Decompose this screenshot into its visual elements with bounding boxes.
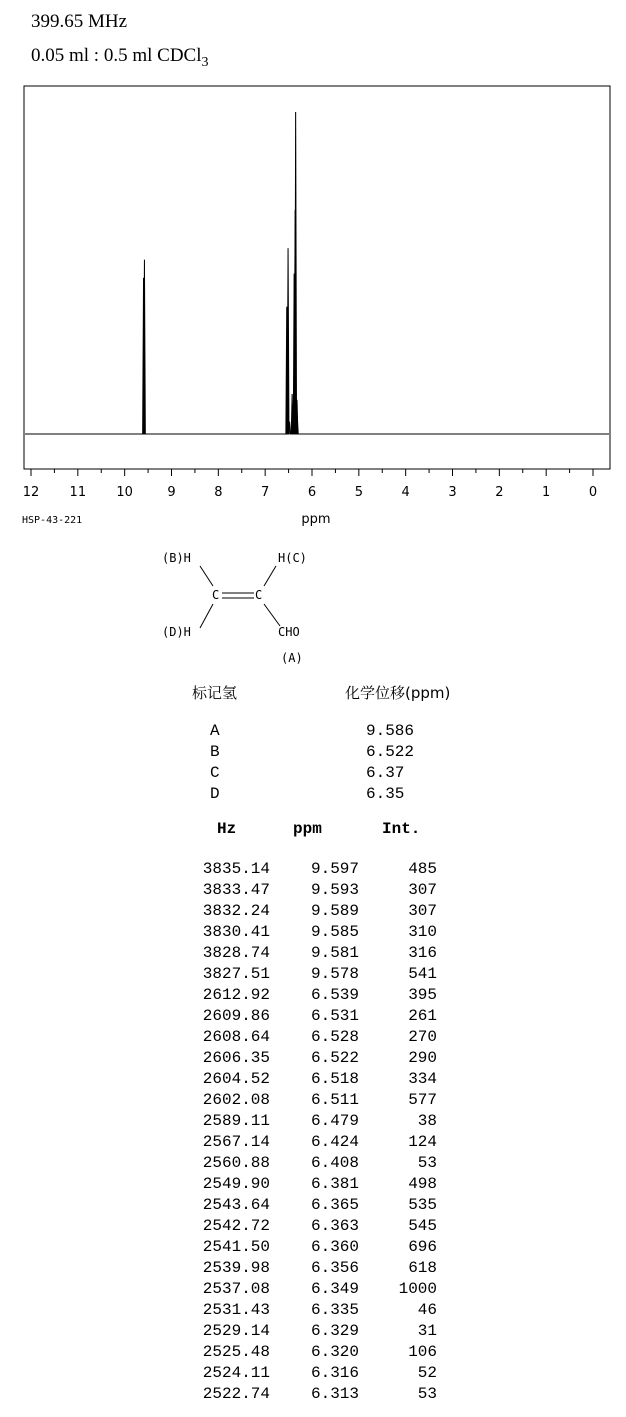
- spectrum-trace: [25, 112, 609, 434]
- peak-ppm: 9.589: [310, 902, 359, 920]
- peak-ppm: 6.313: [310, 1385, 359, 1403]
- peak-int: 307: [408, 902, 437, 920]
- struct-label-d: (D)H: [162, 625, 191, 639]
- x-tick-label: 3: [448, 485, 457, 500]
- peak-ppm: 9.585: [310, 923, 359, 941]
- peak-int: 310: [408, 923, 437, 941]
- sample-prefix: 0.05 ml : 0.5 ml CDCl: [31, 45, 202, 66]
- x-axis-tick-labels: [23, 485, 597, 500]
- peak-int: 545: [408, 1217, 437, 1235]
- peak-ppm: 6.316: [310, 1364, 359, 1382]
- peak-ppm: 6.335: [310, 1301, 359, 1319]
- peak-ppm: 6.522: [310, 1049, 359, 1067]
- peak-ppm: 6.531: [310, 1007, 359, 1025]
- assignment-shift: 6.37: [366, 764, 405, 782]
- peak-row: [0, 1301, 626, 1322]
- peak-row: [0, 1259, 626, 1280]
- peak-hz: 2525.48: [202, 1343, 270, 1361]
- peak-row: [0, 1133, 626, 1154]
- peak-header-int: Int.: [382, 820, 421, 838]
- peak-ppm: 6.528: [310, 1028, 359, 1046]
- x-tick-label: 7: [261, 485, 270, 500]
- assignment-label: D: [210, 785, 220, 803]
- peak-row: [0, 1154, 626, 1175]
- peak-int: 535: [408, 1196, 437, 1214]
- x-tick-label: 8: [214, 485, 223, 500]
- peak-hz: 2542.72: [202, 1217, 270, 1235]
- peak-int: 696: [408, 1238, 437, 1256]
- peak-hz: 3830.41: [202, 923, 270, 941]
- peak-row: [0, 923, 626, 944]
- x-tick-label: 0: [588, 485, 598, 500]
- peak-row: [0, 1343, 626, 1364]
- peak-row: [0, 1028, 626, 1049]
- struct-atom-c2: C: [255, 588, 263, 602]
- peak-row: [0, 902, 626, 923]
- peak-int: 106: [408, 1343, 437, 1361]
- peak-ppm: 6.539: [310, 986, 359, 1004]
- x-tick-label: 2: [495, 485, 504, 500]
- peak-ppm: 6.518: [310, 1070, 359, 1088]
- peak-ppm: 9.581: [310, 944, 359, 962]
- peak-hz: 2549.90: [202, 1175, 270, 1193]
- peak-hz: 2612.92: [202, 986, 270, 1004]
- peak-ppm: 6.349: [310, 1280, 359, 1298]
- peak-ppm: 6.408: [310, 1154, 359, 1172]
- peak-int: 334: [408, 1070, 437, 1088]
- peak-row: [0, 1280, 626, 1301]
- spectrometer-frequency: 399.65 MHz: [31, 11, 128, 32]
- peak-ppm: 6.329: [310, 1322, 359, 1340]
- assignment-shift: 6.522: [366, 743, 415, 761]
- assignment-label: C: [210, 764, 220, 782]
- x-tick-label: 12: [22, 485, 40, 500]
- peak-hz: 2567.14: [202, 1133, 270, 1151]
- x-tick-label: 6: [307, 485, 317, 500]
- peak-row: [0, 1175, 626, 1196]
- x-tick-label: 5: [354, 485, 363, 500]
- x-axis-ticks: [31, 469, 593, 476]
- peak-ppm: 6.365: [310, 1196, 359, 1214]
- acrolein-structure: [0, 548, 626, 668]
- peak-ppm: 9.578: [310, 965, 359, 983]
- peak-row: [0, 1364, 626, 1385]
- x-tick-label: 4: [401, 485, 410, 500]
- peak-ppm: 6.363: [310, 1217, 359, 1235]
- assignment-shift: 6.35: [366, 785, 405, 803]
- peak-row: [0, 1196, 626, 1217]
- peak-int: 485: [408, 860, 437, 878]
- peak-int: 1000: [398, 1280, 437, 1298]
- peak-int: 498: [408, 1175, 437, 1193]
- peak-hz: 3828.74: [202, 944, 270, 962]
- x-tick-label: 1: [542, 485, 551, 500]
- peak-hz: 2608.64: [202, 1028, 270, 1046]
- peak-ppm: 6.320: [310, 1343, 359, 1361]
- peak-hz: 3827.51: [202, 965, 270, 983]
- peak-row: [0, 944, 626, 965]
- peak-row: [0, 1238, 626, 1259]
- peak-ppm: 9.593: [310, 881, 359, 899]
- peak-hz: 2589.11: [202, 1112, 270, 1130]
- peak-ppm: 6.511: [310, 1091, 359, 1109]
- peak-int: 316: [408, 944, 437, 962]
- x-axis-label: ppm: [301, 512, 331, 527]
- peak-row: [0, 860, 626, 881]
- peak-hz: 3835.14: [202, 860, 270, 878]
- peak-ppm: 6.356: [310, 1259, 359, 1277]
- peak-hz: 2602.08: [202, 1091, 270, 1109]
- peak-hz: 2529.14: [202, 1322, 270, 1340]
- peak-row: [0, 965, 626, 986]
- assignment-shift: 9.586: [366, 722, 415, 740]
- peak-ppm: 6.360: [310, 1238, 359, 1256]
- peak-hz: 3832.24: [202, 902, 270, 920]
- peak-hz: 2560.88: [202, 1154, 270, 1172]
- peak-int: 307: [408, 881, 437, 899]
- peak-row: [0, 1091, 626, 1112]
- peak-int: 395: [408, 986, 437, 1004]
- struct-atom-c1: C: [212, 588, 220, 602]
- nmr-spectrum-chart: [0, 80, 626, 535]
- peak-int: 31: [417, 1322, 437, 1340]
- peak-row: [0, 1007, 626, 1028]
- assignment-label: B: [210, 743, 220, 761]
- peak-header-ppm: ppm: [293, 820, 322, 838]
- spectrum-code: HSP-43-221: [22, 515, 83, 526]
- peak-int: 290: [408, 1049, 437, 1067]
- plot-frame: [24, 86, 610, 469]
- peak-hz: 2609.86: [202, 1007, 270, 1025]
- struct-label-c: H(C): [278, 551, 307, 565]
- sample-description: [31, 45, 209, 71]
- peak-hz: 2543.64: [202, 1196, 270, 1214]
- struct-label-b: (B)H: [162, 551, 191, 565]
- peak-int: 52: [417, 1364, 437, 1382]
- peak-hz: 2606.35: [202, 1049, 270, 1067]
- assignment-header-shift: 化学位移(ppm): [345, 684, 451, 702]
- peak-ppm: 6.479: [310, 1112, 359, 1130]
- assignment-label: A: [210, 722, 220, 740]
- peak-int: 261: [408, 1007, 437, 1025]
- peak-hz: 2604.52: [202, 1070, 270, 1088]
- peak-int: 53: [417, 1385, 437, 1403]
- peak-hz: 2537.08: [202, 1280, 270, 1298]
- peak-hz: 2522.74: [202, 1385, 270, 1403]
- peak-ppm: 6.381: [310, 1175, 359, 1193]
- peak-ppm: 6.424: [310, 1133, 359, 1151]
- peak-row: [0, 986, 626, 1007]
- peak-row: [0, 1049, 626, 1070]
- peak-row: [0, 1385, 626, 1406]
- struct-label-a: (A): [281, 651, 303, 665]
- peak-hz: 2541.50: [202, 1238, 270, 1256]
- peak-hz: 2524.11: [202, 1364, 270, 1382]
- assignment-header-label: 标记氢: [192, 684, 238, 702]
- peak-row: [0, 1217, 626, 1238]
- sample-subscript: 3: [201, 54, 209, 70]
- peak-hz: 3833.47: [202, 881, 270, 899]
- peak-ppm: 9.597: [310, 860, 359, 878]
- x-tick-label: 11: [69, 485, 87, 500]
- peak-row: [0, 1070, 626, 1091]
- peak-int: 270: [408, 1028, 437, 1046]
- peak-int: 618: [408, 1259, 437, 1277]
- peak-int: 541: [408, 965, 437, 983]
- peak-row: [0, 881, 626, 902]
- peak-int: 46: [417, 1301, 437, 1319]
- x-tick-label: 10: [116, 485, 133, 500]
- x-tick-label: 9: [167, 485, 176, 500]
- peak-header-hz: Hz: [217, 820, 237, 838]
- peak-int: 124: [408, 1133, 437, 1151]
- peak-int: 38: [417, 1112, 437, 1130]
- peak-marks: [144, 112, 298, 434]
- peak-int: 53: [417, 1154, 437, 1172]
- peak-int: 577: [408, 1091, 437, 1109]
- peak-hz: 2539.98: [202, 1259, 270, 1277]
- peak-hz: 2531.43: [202, 1301, 270, 1319]
- struct-label-cho: CHO: [278, 625, 300, 639]
- peak-row: [0, 1322, 626, 1343]
- peak-row: [0, 1112, 626, 1133]
